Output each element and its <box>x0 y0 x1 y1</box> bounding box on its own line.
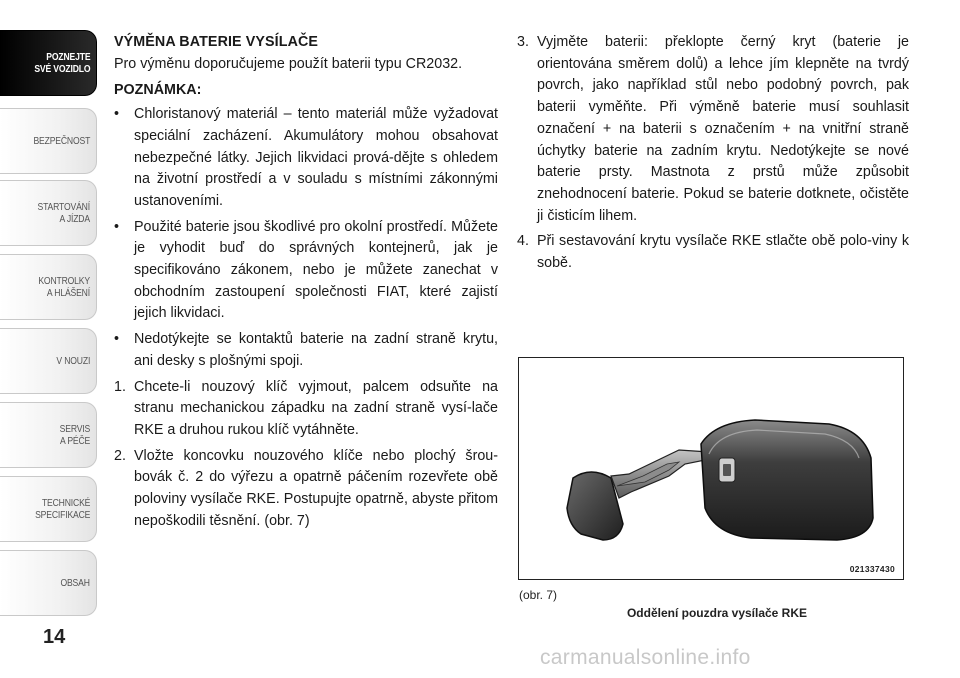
bullet-icon: • <box>114 106 120 123</box>
bullet-icon: • <box>114 331 120 348</box>
figure-frame <box>518 357 904 580</box>
tab-startovani-a-jizda[interactable] <box>0 180 97 246</box>
bullet-text: Použité baterie jsou škodlivé pro okolní prostředí. Můžete je vyhodit buď do správných kontejnerů, jak je specifikováno zákonem, nebo je můžete zanechat v obchodním zastoupení společnosti FIAT, které zajistí jejich likvidaci. <box>134 218 498 322</box>
section-heading: VÝMĚNA BATERIE VYSÍLAČE <box>114 34 319 50</box>
tab-technicke-specifikace[interactable] <box>0 476 97 542</box>
bullet-icon: • <box>114 218 120 235</box>
tab-label: V NOUZI <box>56 355 90 367</box>
step-item <box>114 377 498 442</box>
tab-label: TECHNICKÉ SPECIFIKACE <box>34 497 90 521</box>
page-number: 14 <box>43 626 66 648</box>
figure-code: 021337430 <box>849 564 895 574</box>
note-heading: POZNÁMKA: <box>114 82 202 99</box>
tab-label: POZNEJTE SVÉ VOZIDLO <box>33 51 90 75</box>
figure-number: (obr. 7) <box>519 588 558 602</box>
tab-servis-a-pece[interactable] <box>0 402 97 468</box>
footer-watermark: carmanualsonline.info <box>540 646 751 669</box>
step-number: 3. <box>517 34 529 50</box>
bullet-text: Nedotýkejte se kontaktů baterie na zadní straně krytu, ani desky s plošnými spoji. <box>134 331 498 369</box>
figure-caption: Oddělení pouzdra vysílače RKE <box>626 606 808 620</box>
tab-label: SERVIS A PÉČE <box>59 423 90 447</box>
right-column <box>517 32 909 279</box>
step-number: 4. <box>517 233 529 250</box>
tab-label: STARTOVÁNÍ A JÍZDA <box>37 201 90 225</box>
step-item <box>517 231 909 274</box>
tab-v-nouzi[interactable] <box>0 328 97 394</box>
left-column <box>114 32 498 536</box>
step-number: 2. <box>114 447 126 464</box>
list-item <box>114 104 498 213</box>
tab-poznejte-sve-vozidlo[interactable] <box>0 30 97 96</box>
step-number: 1. <box>114 378 126 395</box>
tab-label: BEZPEČNOST <box>33 135 90 147</box>
step-item <box>114 446 498 533</box>
step-text: Chcete-li nouzový klíč vyjmout, palcem odsuňte na stranu mechanickou západku na zadní straně vysí-lače RKE a druhou rukou klíč vytáhněte. <box>134 378 498 438</box>
key-fob-illustration <box>519 358 902 578</box>
list-item <box>114 329 498 372</box>
tab-label: KONTROLKY A HLÁŠENÍ <box>38 275 90 299</box>
step-text: Vyjměte baterii: překlopte černý kryt (baterie je orientována směrem dolů) a lehce jím klepněte na tvrdý povrch, jako například stůl nebo podobný povrch, pak baterii vyměňte. Při výměně baterie musí souhlasit označení + na baterii s označením + na vnitřní straně úchytky baterie na zadním krytu. Nedotýkejte se nové baterie prsty. Mastnota z prstů může způsobit znehodnocení baterie. Pokud se baterie dotknete, očistěte ji čisticím lihem. <box>537 34 909 224</box>
tab-obsah[interactable] <box>0 550 97 616</box>
list-item <box>114 217 498 326</box>
tab-label: OBSAH <box>60 577 90 589</box>
step-item <box>517 32 909 227</box>
step-text: Vložte koncovku nouzového klíče nebo plochý šrou-bovák č. 2 do výřezu a opatrně páčením rozevřete obě poloviny vysílače RKE. Postupujte opatrně, abyste přitom nepoškodili těsnění. (obr. 7) <box>134 447 498 529</box>
step-text: Při sestavování krytu vysílače RKE stlačte obě polo-viny k sobě. <box>537 233 909 272</box>
tab-kontrolky-a-hlaseni[interactable] <box>0 254 97 320</box>
tab-bezpecnost[interactable] <box>0 108 97 174</box>
bullet-text: Chloristanový materiál – tento materiál může vyžadovat speciální zacházení. Akumulátory mohou obsahovat nebezpečné látky. Jejich likvidaci prová-dějte s ohledem na životní prostředí a v souladu s místními zákonnými ustanoveními. <box>134 106 498 209</box>
intro-text: Pro výměnu doporučujeme použít baterii typu CR2032. <box>114 55 463 72</box>
